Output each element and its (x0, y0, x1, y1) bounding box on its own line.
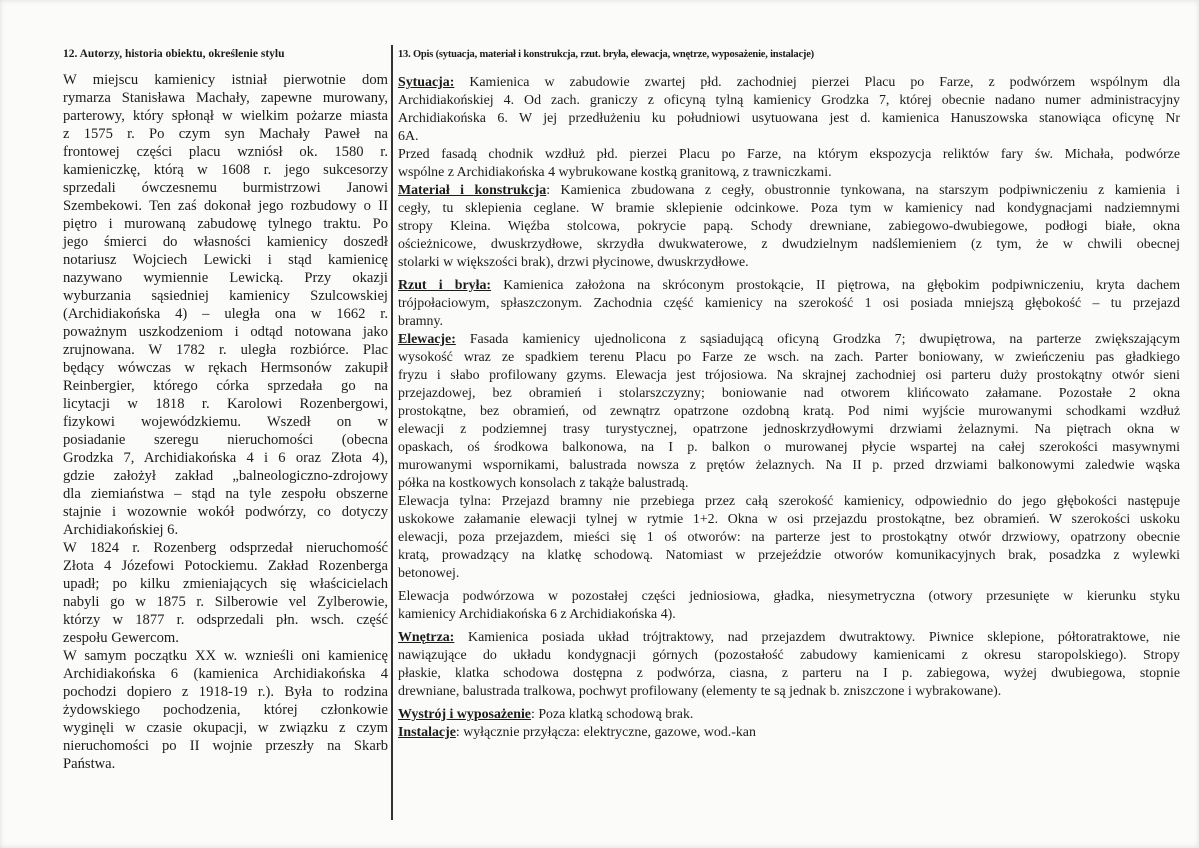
text-line (63, 395, 388, 413)
text-line (398, 385, 1180, 403)
text-line (398, 236, 1180, 254)
text-line (63, 341, 388, 359)
text-line (398, 647, 1180, 665)
line-text: elewacji, poza przejazdem, mieści się 1 oś otworów: na parterze jest to prostokątny otwór drzwiowy, opatrzony obecnie (398, 530, 1180, 545)
text-line (63, 665, 388, 683)
line-text: stolarki w większości brak), drzwi płycinowe, dwuskrzydłowe. (398, 255, 749, 270)
line-text: : wyłącznie przyłącza: elektryczne, gazowe, wod.-kan (455, 725, 756, 740)
text-line (398, 457, 1180, 475)
section-label: Instalacje (398, 725, 456, 740)
line-text: frontowej części placu wzniósł ok. 1580 r. (63, 144, 388, 160)
text-line (63, 737, 388, 755)
line-text: jego śmierci do własności kamienicy doszedł (63, 234, 388, 250)
line-text: gdzie założył zakład „balneologiczno-zdrojowy (63, 468, 388, 484)
paragraph (63, 71, 388, 539)
description-column (398, 74, 1180, 742)
text-line (398, 421, 1180, 439)
text-line (63, 161, 388, 179)
text-line (398, 367, 1180, 385)
text-line (398, 547, 1180, 565)
line-text: półka na kostkowych konsolach z takąże balustradą. (398, 476, 689, 491)
text-line (63, 539, 388, 557)
text-line (63, 431, 388, 449)
line-text: nieruchomości po II wojnie przeszły na Skarb (63, 738, 388, 754)
line-text: : Kamienica zbudowana z cegły, obustronnie tynkowana, na starszym podpiwniczeniu z kamienia i (546, 183, 1180, 198)
text-line (63, 305, 388, 323)
text-line (398, 92, 1180, 110)
text-line (63, 143, 388, 161)
line-text: Kamienica w zabudowie zwartej płd. zachodniej pierzei Placu po Farze, z podwórzem wspólnym dla (454, 75, 1180, 90)
paragraph (398, 588, 1180, 624)
line-text: wysokość wraz ze spadkiem terenu Placu po Farze ze wsch. na zach. Parter boniowany, w zwieńczeniu pas gładkiego (398, 350, 1180, 365)
line-text: drewniane, balustrada tralkowa, pochwyt profilowany (elementy te są jednak b. zniszczone i wybrakowane). (398, 684, 1002, 699)
line-text: Archidiakońskiej 4. Od zach. graniczy z oficyną tylną kamienicy Grodzka 7, której obecnie nadano numer administracyjny (398, 93, 1180, 108)
section-materiał-i-konstrukcja (398, 182, 1180, 272)
paragraph (398, 493, 1180, 583)
text-line (398, 218, 1180, 236)
line-text: posiadanie szeregu nieruchomości (obecna (63, 432, 388, 448)
text-line (398, 182, 1180, 200)
text-line (398, 493, 1180, 511)
line-text: Państwa. (63, 756, 116, 772)
line-text: piętro i murowaną zabudowę tylnego traktu. Po (63, 216, 388, 232)
text-line (63, 233, 388, 251)
paragraph (63, 539, 388, 647)
section-rzut-i-bryła (398, 277, 1180, 331)
line-text: Elewacja podwórzowa w pozostałej części jedniosiowa, gładka, niesymetryczna (otwory przesunięte w kierunku styku (398, 589, 1180, 604)
text-line (398, 74, 1180, 92)
line-text: Grodzka 7, Archidiakońska 4 i 6 oraz Złota 4), (63, 450, 388, 466)
section-label: Rzut i bryła: (398, 278, 492, 293)
text-line (398, 706, 1180, 724)
text-line (63, 593, 388, 611)
line-text: kratą, prowadzący na klatkę schodową. Natomiast w przejeździe otworów komunikacyjnych brak, posadzka z wylewki (398, 548, 1180, 563)
text-line (398, 331, 1180, 349)
line-text: wyburzania sąsiedniej kamienicy Szulcowskiej (63, 288, 388, 304)
text-line (63, 125, 388, 143)
line-text: stajnie i wozownie wokół podwórzy, co dotyczy (63, 504, 388, 520)
text-line (63, 107, 388, 125)
text-line (63, 251, 388, 269)
section-13-heading: 13. Opis (sytuacja, materiał i konstrukcja, rzut. bryła, elewacja, wnętrze, wyposażenie, instalacje) (398, 49, 814, 60)
line-text: zrujnowana. W 1782 r. uległa rozbiórce. Plac (63, 342, 388, 358)
line-text: W samym początku XX w. wznieśli oni kamienicę (63, 648, 388, 664)
line-text: murowanymi wspornikami, balustrada nowsza z prętów żelaznych. Na II p. przed drzwiami balkonowymi zaledwie wąska (398, 458, 1180, 473)
line-text: W 1824 r. Rozenberg odsprzedał nieruchomość (63, 540, 388, 556)
section-sytuacja (398, 74, 1180, 146)
line-text: płaskie, klatka schodowa dostępna z podwórza, ciasna, z parteru na I p. zabiegowa, wyżej dwubiegowa, stopnie (398, 666, 1180, 681)
section-label: Elewacje: (398, 332, 456, 347)
text-line (63, 719, 388, 737)
line-text: Kamienica założona na skróconym prostokącie, II piętrowa, na głębokim podpiwniczeniu, kryta dachem (491, 278, 1181, 293)
text-line (63, 503, 388, 521)
line-text: fizykowi wojewódzkiemu. Wszedł on w (63, 414, 388, 430)
text-line (63, 701, 388, 719)
line-text: dla ziemiaństwa – stąd na tyle zespołu obszerne (63, 486, 388, 502)
line-text: wyginęli w czasie okupacji, w związku z czym (63, 720, 388, 736)
text-line (398, 349, 1180, 367)
line-text: (Archidiakońska 4) – uległa ona w 1662 r. (63, 306, 388, 322)
text-line (63, 377, 388, 395)
line-text: cegły, tu sklepienia ceglane. W bramie sklepienie odcinkowe. Poza tym w kamienicy nad kondygnacjami nadziemnymi (398, 201, 1180, 216)
section-wnętrza (398, 629, 1180, 701)
line-text: wspólne z Archidiakońska 4 wybrukowane kostką granitową, z trawniczkami. (398, 165, 832, 180)
line-text: : Poza klatką schodową brak. (530, 707, 694, 722)
section-elewacje (398, 331, 1180, 493)
line-text: upadł; po kilku zmieniających się właścicielach (63, 576, 388, 592)
text-line (63, 71, 388, 89)
text-line (63, 89, 388, 107)
section-label: Sytuacja: (398, 75, 455, 90)
line-text: Kamienica posiada układ trójtraktowy, nad przejazdem dwutraktowy. Piwnice sklepione, półtoratraktowe, nie (454, 630, 1180, 645)
line-text: bramny. (398, 314, 444, 329)
section-label: Wystrój i wyposażenie (398, 707, 531, 722)
section-12-heading: 12. Autorzy, historia obiektu, określenie stylu (63, 48, 285, 60)
line-text: opaskach, oś środkowa balkonowa, na I p. balkon o murowanej płycie wspartej na całej szerokości masywnymi (398, 440, 1180, 455)
text-line (398, 439, 1180, 457)
text-line (63, 683, 388, 701)
line-text: poważnym uszkodzeniom i odtąd notowana jako (63, 324, 388, 340)
line-text: kamieniczkę, którą w 1608 r. jego sukcesorzy (63, 162, 388, 178)
line-text: notariusz Wojciech Lewicki i stąd kamienicę (63, 252, 388, 268)
text-line (398, 606, 1180, 624)
text-line (63, 629, 388, 647)
paragraph (63, 647, 388, 773)
line-text: prostokątne, bez obramień, od zewnątrz opatrzone ozdobną kratą. Pod nimi wyjście murowanymi schodkami wzdłuż (398, 404, 1180, 419)
text-line (63, 413, 388, 431)
text-line (63, 467, 388, 485)
text-line (398, 529, 1180, 547)
line-text: elewacji z podziemnej trasy turystycznej, opatrzone jednoskrzydłowymi drzwiami żelaznymi. Na piętrach okna w (398, 422, 1180, 437)
text-line (398, 475, 1180, 493)
text-line (63, 287, 388, 305)
section-label: Wnętrza: (398, 630, 455, 645)
text-line (398, 146, 1180, 164)
line-text: zespołu Gewercom. (63, 630, 179, 646)
line-text: fryzu i słabo profilowany gzyms. Elewacja jest trójosiowa. Na skrajnej zachodniej osi parteru duży prostokątny otwór sieni (398, 368, 1180, 383)
line-text: W miejscu kamienicy istniał pierwotnie dom (63, 72, 388, 88)
line-text: będący wówczas w rękach Hermsonów zakupił (63, 360, 388, 376)
text-line (398, 403, 1180, 421)
section-wystrój-i-wyposażenie (398, 706, 1180, 724)
text-line (63, 359, 388, 377)
line-text: licytacji w 1818 r. Karolowi Rozenbergowi, (63, 396, 388, 412)
text-line (398, 724, 1180, 742)
line-text: Przed fasadą chodnik wzdłuż płd. pierzei Placu po Farze, na którym ekspozycja reliktów fary św. Michała, podwórze (398, 147, 1180, 162)
text-line (63, 323, 388, 341)
line-text: rymarza Stanisława Machały, zapewne murowany, (63, 90, 388, 106)
line-text: Archidiakońskiej 6. (63, 522, 179, 538)
line-text: nazywano wymiennie Lewicką. Przy okazji (63, 270, 388, 286)
text-line (63, 449, 388, 467)
text-line (398, 588, 1180, 606)
text-line (63, 557, 388, 575)
text-line (63, 485, 388, 503)
line-text: Archidiakońska 6. W jej przedłużeniu ku południowi usytuowana jest d. kamienica Hanuszowska stanowiąca oficynę Nr (398, 111, 1180, 126)
text-line (398, 313, 1180, 331)
text-line (398, 665, 1180, 683)
text-line (398, 128, 1180, 146)
text-line (63, 647, 388, 665)
text-line (398, 277, 1180, 295)
line-text: pochodzi dopiero z 1918-19 r.). Była to rodzina (63, 684, 388, 700)
text-line (398, 254, 1180, 272)
text-line (398, 565, 1180, 583)
section-instalacje (398, 724, 1180, 742)
line-text: kamienicy Archidiakońska 6 z Archidiakońska 4). (398, 607, 676, 622)
text-line (398, 629, 1180, 647)
history-column (63, 71, 388, 773)
line-text: Złota 4 Józefowi Potockiemu. Zakład Rozenberga (63, 558, 388, 574)
line-text: Archidiakońska 6 (kamienica Archidiakońska 4 (63, 666, 388, 682)
line-text: z 1575 r. Po czym syn Machały Paweł na (63, 126, 388, 142)
text-line (398, 683, 1180, 701)
line-text: stropy Kleina. Więźba stolcowa, pokrycie papą. Schody drewniane, zabiegowo-dwubiegowe, podłogi białe, okna (398, 219, 1180, 234)
text-line (398, 164, 1180, 182)
text-line (63, 755, 388, 773)
text-line (63, 215, 388, 233)
text-line (63, 575, 388, 593)
column-divider (391, 45, 393, 820)
line-text: Reinbergier, którego córka sprzedała go na (63, 378, 388, 394)
text-line (63, 179, 388, 197)
line-text: nabyli go w 1875 r. Silberowie vel Zylberowie, (63, 594, 388, 610)
line-text: Szembekowi. Ten zaś dokonał jego rozbudowy o II (63, 198, 388, 214)
text-line (63, 269, 388, 287)
text-line (398, 295, 1180, 313)
line-text: 6A. (398, 129, 419, 144)
line-text: trójpołaciowym, spłaszczonym. Zachodnia część kamienicy na szerokość 1 osi posiada mniejszą głębokość – tu przejazd (398, 296, 1180, 311)
line-text: Fasada kamienicy ujednolicona z sąsiadującą oficyną Grodzka 7; dwupiętrowa, na parterze zwiększającym (455, 332, 1180, 347)
line-text: uskokowe załamanie elewacji tylnej w rytmie 1+2. Okna w osi przejazdu prostokątne, bez obramień. W szerokości uskoku (398, 512, 1180, 527)
text-line (398, 200, 1180, 218)
line-text: żydowskiego pochodzenia, której członkowie (63, 702, 388, 718)
line-text: Elewacja tylna: Przejazd bramny nie przebiega przez całą szerokość kamienicy, odpowiednio do jego głębokości następuje (398, 494, 1180, 509)
text-line (398, 511, 1180, 529)
paragraph (398, 146, 1180, 182)
text-line (398, 110, 1180, 128)
line-text: sprzedali ówczesnemu burmistrzowi Janowi (63, 180, 388, 196)
text-line (63, 611, 388, 629)
section-label: Materiał i konstrukcja (398, 183, 547, 198)
text-line (63, 521, 388, 539)
text-line (63, 197, 388, 215)
line-text: parterowy, który spłonął w wielkim pożarze miasta (63, 108, 388, 124)
line-text: przejazdowej, bez obramień i stolarszczyzny; boniowanie nad otworem klińcowato załamane. Pozostałe 2 okna (398, 386, 1180, 401)
line-text: ościeżnicowe, dwuskrzydłowe, skrzydła dwukwaterowe, z dwudzielnym nadślemieniem (z tym, że w chwili obecnej (398, 237, 1180, 252)
line-text: betonowej. (398, 566, 460, 581)
line-text: nawiązujące do układu kondygnacji górnych (pozostałość zabudowy kamienicami z okresu staropolskiego). Stropy (398, 648, 1180, 663)
line-text: którzy w 1877 r. odsprzedali płn. wsch. część (63, 612, 388, 628)
